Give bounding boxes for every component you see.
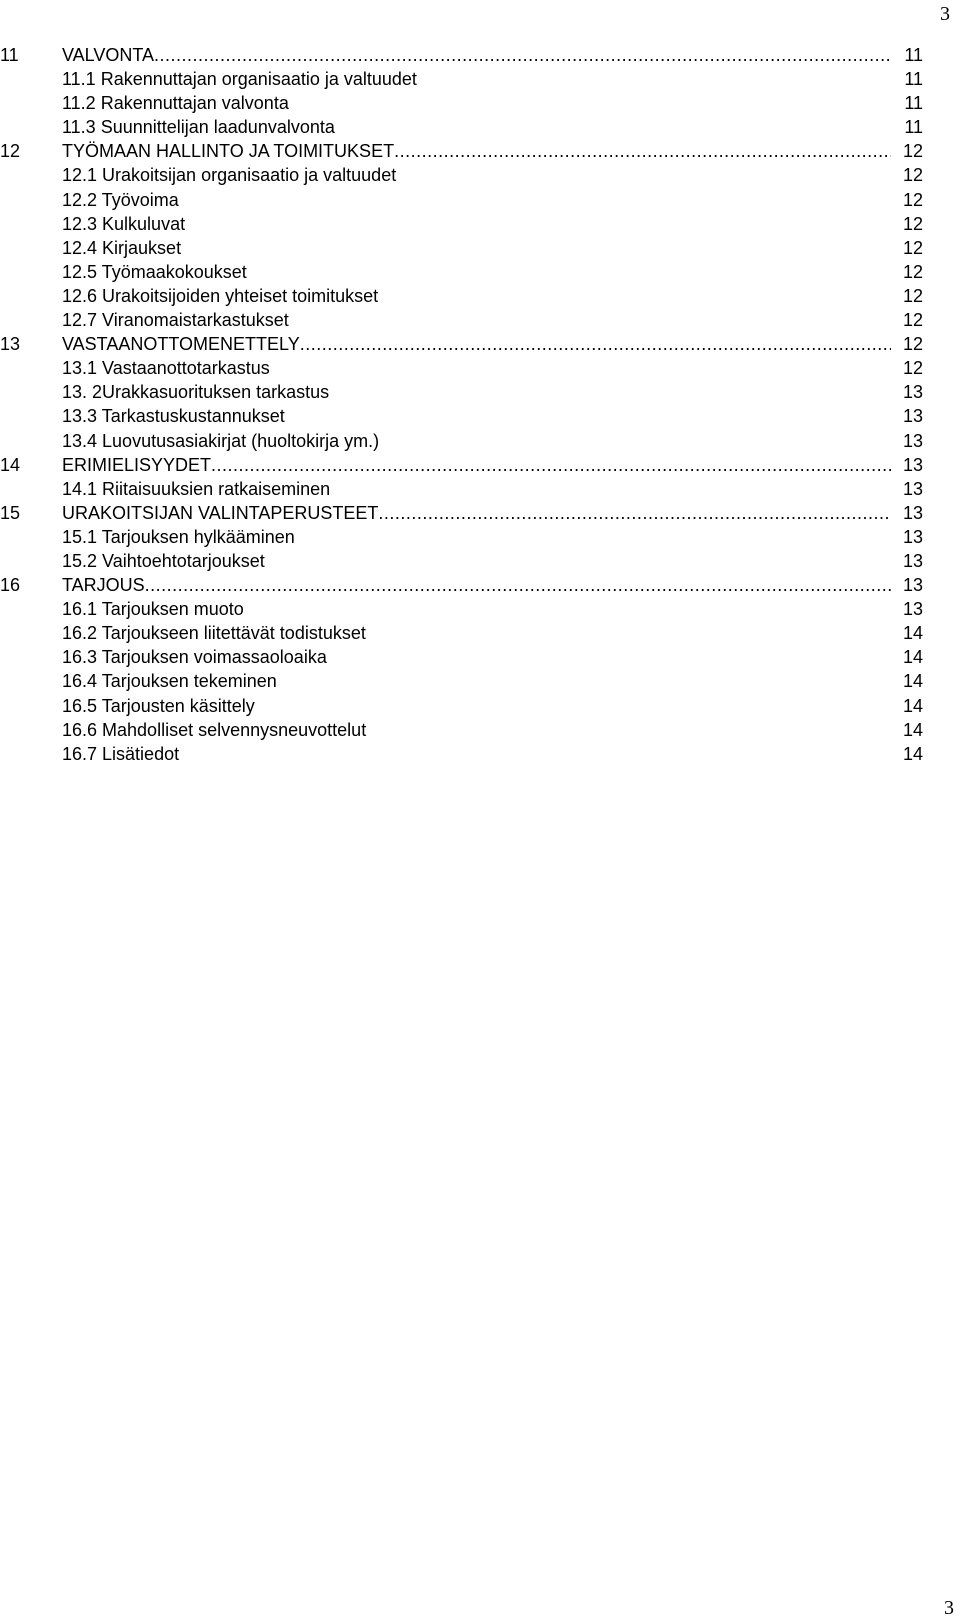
toc-entry-page: 13 <box>902 430 923 451</box>
toc-entry-page: 11 <box>904 117 923 138</box>
toc-entry-title <box>62 188 891 212</box>
toc-entry-page: 13 <box>902 502 923 523</box>
toc-entry-title-text: VALVONTA <box>62 45 155 65</box>
toc-entry-title <box>62 429 891 453</box>
toc-entry-title-text: 16.7 Lisätiedot <box>62 743 180 764</box>
toc-entry-title-text: 12.1 Urakoitsijan organisaatio ja valtuudet <box>62 165 397 186</box>
toc-entry-page: 13 <box>902 478 923 499</box>
toc-entry-title <box>62 549 891 573</box>
toc-entry-title <box>62 43 891 67</box>
toc-entry-number: 15 <box>0 502 21 523</box>
toc-entry-title <box>62 380 891 404</box>
toc-entry-page: 14 <box>902 743 923 764</box>
toc-entry-page: 12 <box>902 334 923 355</box>
toc-entry-title-text: 13. 2Urakkasuorituksen tarkastus <box>62 382 330 403</box>
toc-entry-title <box>62 718 891 742</box>
toc-entry-page: 13 <box>902 575 923 596</box>
toc-entry-title <box>62 453 891 477</box>
toc-entry-title <box>62 67 891 91</box>
toc-dot-leader <box>394 139 891 163</box>
toc-section-entry[interactable] <box>0 380 960 404</box>
toc-section-entry[interactable] <box>0 549 960 573</box>
toc-section-entry[interactable] <box>0 694 960 718</box>
page-number-bottom: 3 <box>944 1597 954 1619</box>
toc-entry-title-text: 13.3 Tarkastuskustannukset <box>62 406 285 427</box>
toc-entry-page: 12 <box>902 213 923 234</box>
toc-entry-title <box>62 356 891 380</box>
toc-entry-title-text: ERIMIELISYYDET <box>62 454 212 475</box>
toc-entry-title-text: 15.2 Vaihtoehtotarjoukset <box>62 550 265 571</box>
toc-entry-page: 13 <box>902 382 923 403</box>
toc-entry-title <box>62 284 891 308</box>
toc-entry-page: 12 <box>902 165 923 186</box>
toc-section-entry[interactable] <box>0 91 960 115</box>
toc-chapter-entry[interactable] <box>0 332 960 356</box>
toc-entry-title-text: 16.5 Tarjousten käsittely <box>62 695 255 716</box>
toc-entry-title-text: 12.2 Työvoima <box>62 189 179 210</box>
toc-section-entry[interactable] <box>0 477 960 501</box>
toc-chapter-entry[interactable] <box>0 573 960 597</box>
toc-entry-title <box>62 669 891 693</box>
toc-entry-title-text: 12.7 Viranomaistarkastukset <box>62 310 289 331</box>
toc-entry-page: 13 <box>902 550 923 571</box>
toc-entry-page: 11 <box>904 93 923 114</box>
toc-entry-page: 11 <box>904 45 923 65</box>
toc-entry-page: 13 <box>902 526 923 547</box>
toc-entry-title-text: VASTAANOTTOMENETTELY <box>62 334 300 355</box>
toc-entry-title-text: 13.4 Luovutusasiakirjat (huoltokirja ym.) <box>62 430 380 451</box>
toc-entry-page: 12 <box>902 141 923 162</box>
toc-entry-title-text: TYÖMAAN HALLINTO JA TOIMITUKSET <box>62 141 395 162</box>
toc-entry-page: 14 <box>902 647 923 668</box>
toc-section-entry[interactable] <box>0 236 960 260</box>
toc-chapter-entry[interactable] <box>0 43 960 67</box>
toc-section-entry[interactable] <box>0 284 960 308</box>
toc-section-entry[interactable] <box>0 308 960 332</box>
toc-entry-page: 14 <box>902 623 923 644</box>
toc-section-entry[interactable] <box>0 645 960 669</box>
toc-entry-title <box>62 525 891 549</box>
toc-entry-page: 12 <box>902 358 923 379</box>
toc-entry-page: 12 <box>902 285 923 306</box>
toc-entry-title <box>62 597 891 621</box>
toc-section-entry[interactable] <box>0 597 960 621</box>
toc-entry-title-text: 16.4 Tarjouksen tekeminen <box>62 671 277 692</box>
toc-entry-number: 12 <box>0 141 21 162</box>
toc-section-entry[interactable] <box>0 669 960 693</box>
toc-entry-title <box>62 236 891 260</box>
toc-entry-title-text: 11.2 Rakennuttajan valvonta <box>62 93 289 114</box>
toc-entry-title-text: 16.1 Tarjouksen muoto <box>62 599 244 620</box>
toc-section-entry[interactable] <box>0 212 960 236</box>
toc-chapter-entry[interactable] <box>0 501 960 525</box>
toc-entry-page: 12 <box>902 261 923 282</box>
toc-section-entry[interactable] <box>0 67 960 91</box>
toc-entry-title <box>62 332 891 356</box>
toc-entry-page: 13 <box>902 454 923 475</box>
toc-dot-leader <box>211 453 891 477</box>
toc-entry-page: 11 <box>904 69 923 90</box>
toc-section-entry[interactable] <box>0 115 960 139</box>
toc-entry-title-text: TARJOUS <box>62 575 145 596</box>
toc-entry-page: 14 <box>902 695 923 716</box>
toc-section-entry[interactable] <box>0 260 960 284</box>
toc-entry-title-text: 13.1 Vastaanottotarkastus <box>62 358 270 379</box>
toc-entry-title <box>62 694 891 718</box>
toc-entry-title <box>62 260 891 284</box>
toc-section-entry[interactable] <box>0 525 960 549</box>
toc-entry-title <box>62 139 891 163</box>
toc-entry-title-text: 11.3 Suunnittelijan laadunvalvonta <box>62 117 335 138</box>
toc-entry-page: 12 <box>902 310 923 331</box>
toc-entry-title-text: 12.5 Työmaakokoukset <box>62 261 247 282</box>
toc-entry-page: 12 <box>902 237 923 258</box>
toc-entry-title <box>62 501 891 525</box>
toc-entry-title <box>62 645 891 669</box>
toc-entry-number: 14 <box>0 454 21 475</box>
toc-entry-page: 14 <box>902 671 923 692</box>
toc-entry-title <box>62 742 891 766</box>
toc-entry-title <box>62 115 891 139</box>
toc-entry-title-text: 16.3 Tarjouksen voimassaoloaika <box>62 647 327 668</box>
toc-entry-title <box>62 308 891 332</box>
toc-section-entry[interactable] <box>0 356 960 380</box>
toc-entry-title <box>62 477 891 501</box>
toc-entry-title <box>62 404 891 428</box>
toc-entry-title-text: 11.1 Rakennuttajan organisaatio ja valtuudet <box>62 69 417 90</box>
toc-section-entry[interactable] <box>0 163 960 187</box>
toc-entry-title-text: 16.2 Tarjoukseen liitettävät todistukset <box>62 623 366 644</box>
toc-entry-title <box>62 163 891 187</box>
toc-entry-title <box>62 573 891 597</box>
toc-entry-title-text: 14.1 Riitaisuuksien ratkaiseminen <box>62 478 331 499</box>
toc-section-entry[interactable] <box>0 742 960 766</box>
toc-section-entry[interactable] <box>0 621 960 645</box>
toc-entry-title-text: 15.1 Tarjouksen hylkääminen <box>62 526 295 547</box>
toc-entry-title-text: 16.6 Mahdolliset selvennysneuvottelut <box>62 719 367 740</box>
toc-entry-page: 14 <box>902 719 923 740</box>
toc-dot-leader <box>154 43 891 67</box>
toc-entry-number: 11 <box>0 45 19 65</box>
toc-entry-page: 13 <box>902 406 923 427</box>
toc-entry-number: 16 <box>0 575 21 596</box>
toc-entry-title-text: 12.6 Urakoitsijoiden yhteiset toimitukset <box>62 285 379 306</box>
toc-entry-page: 12 <box>902 189 923 210</box>
toc-dot-leader <box>300 332 891 356</box>
toc-entry-title <box>62 91 891 115</box>
page-number-top: 3 <box>940 3 950 25</box>
toc-entry-page: 13 <box>902 599 923 620</box>
table-of-contents <box>0 43 960 766</box>
toc-entry-number: 13 <box>0 334 21 355</box>
toc-chapter-entry[interactable] <box>0 139 960 163</box>
toc-entry-title-text: 12.4 Kirjaukset <box>62 237 182 258</box>
toc-section-entry[interactable] <box>0 404 960 428</box>
toc-entry-title <box>62 621 891 645</box>
toc-dot-leader <box>145 573 891 597</box>
toc-entry-title-text: 12.3 Kulkuluvat <box>62 213 186 234</box>
toc-dot-leader <box>378 501 891 525</box>
toc-section-entry[interactable] <box>0 429 960 453</box>
toc-section-entry[interactable] <box>0 718 960 742</box>
toc-chapter-entry[interactable] <box>0 453 960 477</box>
toc-entry-title-text: URAKOITSIJAN VALINTAPERUSTEET <box>62 502 379 523</box>
toc-entry-title <box>62 212 891 236</box>
toc-section-entry[interactable] <box>0 188 960 212</box>
